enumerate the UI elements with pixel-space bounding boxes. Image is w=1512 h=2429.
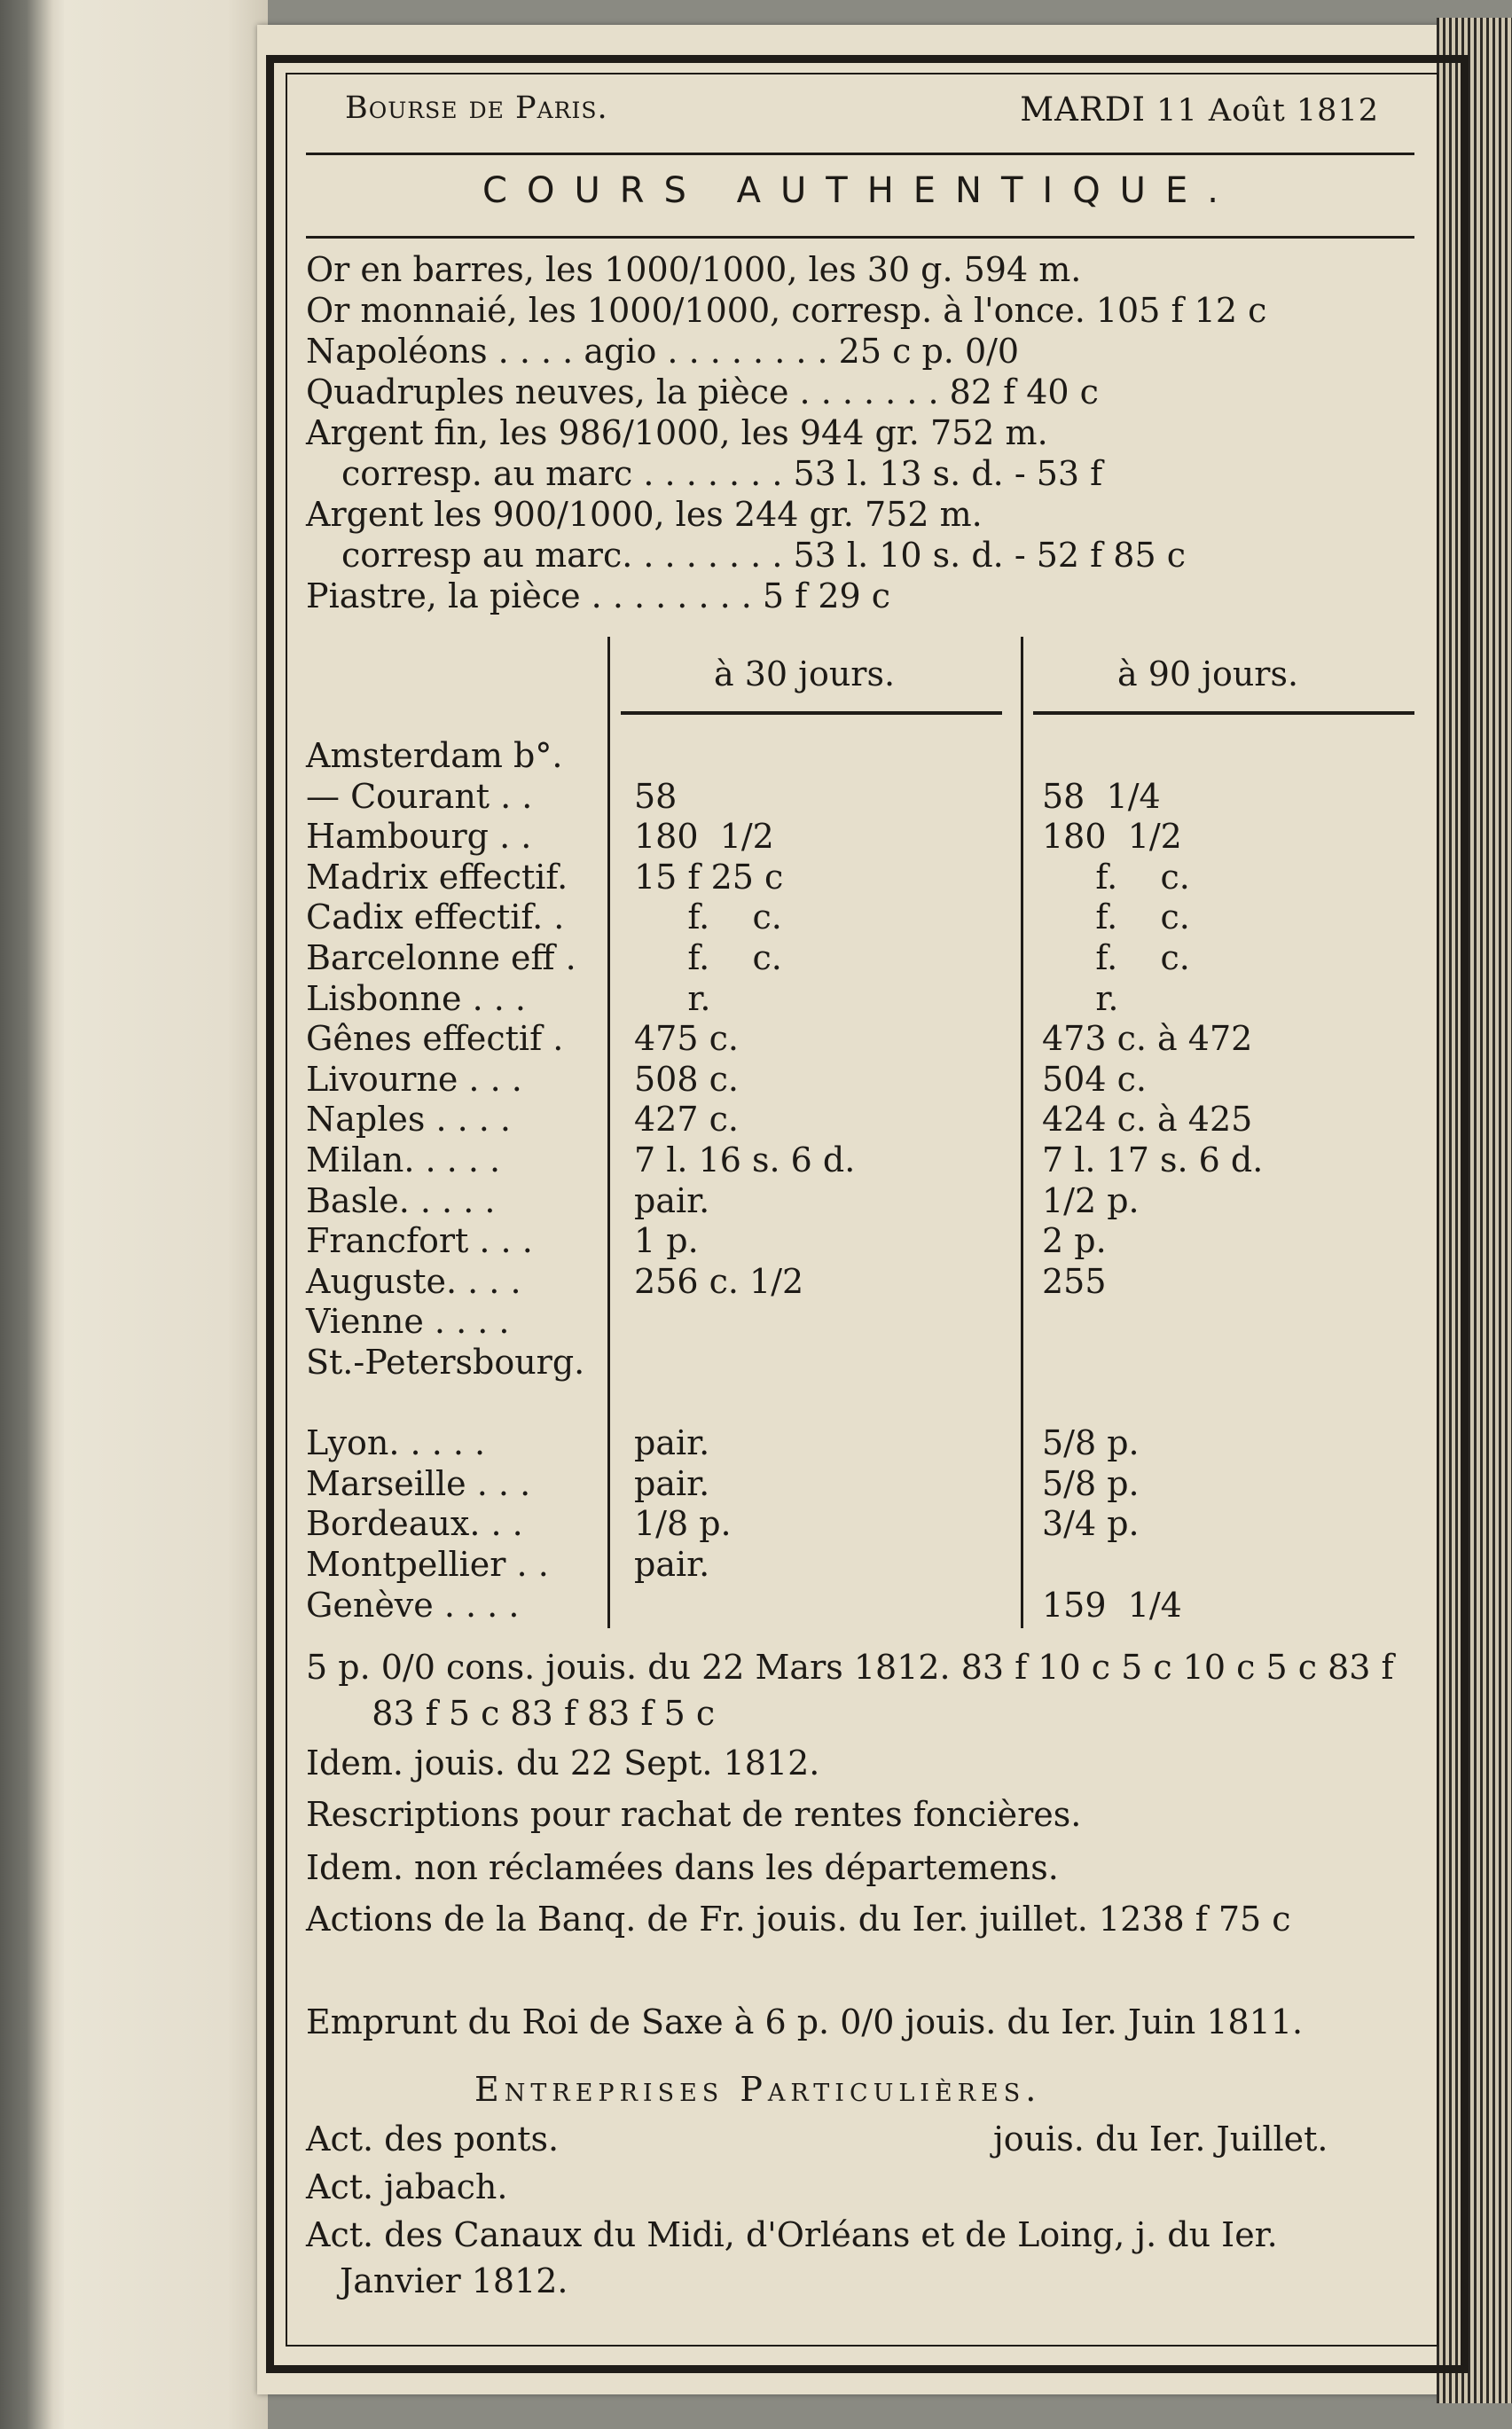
rate-90-days: 3/4 p. xyxy=(1042,1504,1140,1544)
rate-90-days: 473 c. à 472 xyxy=(1042,1019,1253,1059)
rate-90-days: 255 xyxy=(1042,1261,1107,1301)
canals-shares: Act. des Canaux du Midi, d'Orléans et de Loing, j. du Ier. xyxy=(306,2215,1278,2254)
place-name: Madrix effectif. xyxy=(306,857,568,897)
place-name: Genève . . . . xyxy=(306,1585,520,1625)
rate-30-days: r. xyxy=(634,978,711,1018)
rate-30-days: 508 c. xyxy=(634,1059,739,1099)
metal-line: Quadruples neuves, la pièce . . . . . . . 82 f 40 c xyxy=(306,372,1099,411)
book-spine xyxy=(0,0,64,2429)
page-content xyxy=(306,80,1414,2332)
rate-30-days: f. c. xyxy=(634,897,782,937)
place-name: Naples . . . . xyxy=(306,1100,512,1140)
header-30-rule xyxy=(621,711,1002,715)
rate-30-days: f. c. xyxy=(634,938,782,977)
metal-line: Argent les 900/1000, les 244 gr. 752 m. xyxy=(306,495,983,534)
jabach-shares: Act. jabach. xyxy=(306,2167,508,2206)
rate-90-days: 1/2 p. xyxy=(1042,1180,1140,1220)
rate-90-days: 5/8 p. xyxy=(1042,1463,1140,1503)
rate-90-days: 159 1/4 xyxy=(1042,1585,1182,1625)
rate-90-days: 58 1/4 xyxy=(1042,776,1161,816)
place-name: Cadix effectif. . xyxy=(306,897,565,937)
metal-line: Argent fin, les 986/1000, les 944 gr. 752 m. xyxy=(306,413,1048,452)
title-rule xyxy=(306,236,1414,239)
rate-90-days: 504 c. xyxy=(1042,1059,1147,1099)
place-name: Amsterdam b°. xyxy=(306,736,563,775)
enterprises-heading: Entreprises Particulières. xyxy=(474,2070,1042,2109)
metal-line: corresp. au marc . . . . . . . 53 l. 13 s. d. - 53 f xyxy=(341,454,1103,493)
metal-line: Or en barres, les 1000/1000, les 30 g. 594 m. xyxy=(306,250,1082,289)
metal-line: Or monnaié, les 1000/1000, corresp. à l'once. 105 f 12 c xyxy=(306,291,1267,330)
fund-line: Idem. jouis. du 22 Sept. 1812. xyxy=(306,1743,820,1783)
rate-30-days: 7 l. 16 s. 6 d. xyxy=(634,1140,856,1179)
rate-30-days: 15 f 25 c xyxy=(634,857,784,897)
rate-30-days: 58 xyxy=(634,776,678,816)
page-title: COURS AUTHENTIQUE. xyxy=(482,170,1238,211)
rate-30-days: pair. xyxy=(634,1180,710,1220)
date: 11 Août 1812 xyxy=(1156,93,1379,129)
date-line xyxy=(1020,90,1379,129)
fund-line: Actions de la Banq. de Fr. jouis. du Ier. juillet. 1238 f 75 c xyxy=(306,1900,1291,1939)
place-name: Basle. . . . . xyxy=(306,1180,496,1220)
rate-30-days: 1/8 p. xyxy=(634,1504,732,1544)
place-name: Marseille . . . xyxy=(306,1463,531,1503)
place-name: — Courant . . xyxy=(306,776,533,816)
rate-30-days: 475 c. xyxy=(634,1019,739,1059)
place-name: Milan. . . . . xyxy=(306,1140,501,1179)
column-divider-left xyxy=(607,637,610,1628)
place-name: Hambourg . . xyxy=(306,817,532,857)
header-rule xyxy=(306,153,1414,155)
metal-line: Napoléons . . . . agio . . . . . . . . 25 c p. 0/0 xyxy=(306,332,1020,371)
metal-line: corresp au marc. . . . . . . . 53 l. 10 s. d. - 52 f 85 c xyxy=(341,536,1187,575)
exchange-name: Bourse de Paris. xyxy=(345,90,608,126)
place-name: St.-Petersbourg. xyxy=(306,1343,585,1382)
fund-line: Idem. non réclamées dans les départemens. xyxy=(306,1848,1059,1887)
rate-30-days: pair. xyxy=(634,1545,710,1584)
rate-30-days: pair. xyxy=(634,1463,710,1503)
place-name: Lyon. . . . . xyxy=(306,1423,486,1463)
bridges-dividend: jouis. du Ier. Juillet. xyxy=(993,2119,1328,2159)
header-90-days: à 90 jours. xyxy=(1117,654,1299,693)
rate-90-days: f. c. xyxy=(1042,938,1190,977)
rate-30-days: pair. xyxy=(634,1423,710,1463)
rate-90-days: f. c. xyxy=(1042,897,1190,937)
place-name: Francfort . . . xyxy=(306,1221,533,1261)
facing-page xyxy=(64,0,268,2429)
place-name: Auguste. . . . xyxy=(306,1261,521,1301)
rate-90-days: 424 c. à 425 xyxy=(1042,1100,1253,1140)
place-name: Montpellier . . xyxy=(306,1545,549,1584)
header-90-rule xyxy=(1033,711,1414,715)
fund-line: Rescriptions pour rachat de rentes foncières. xyxy=(306,1795,1082,1834)
rate-90-days: 7 l. 17 s. 6 d. xyxy=(1042,1140,1264,1179)
place-name: Lisbonne . . . xyxy=(306,978,527,1018)
column-divider-right xyxy=(1021,637,1023,1628)
rate-90-days: 2 p. xyxy=(1042,1221,1107,1261)
weekday: MARDI xyxy=(1020,90,1147,129)
place-name: Livourne . . . xyxy=(306,1059,522,1099)
place-name: Gênes effectif . xyxy=(306,1019,564,1059)
canals-shares-cont: Janvier 1812. xyxy=(340,2261,568,2300)
rate-30-days: 256 c. 1/2 xyxy=(634,1261,804,1301)
rate-90-days: 5/8 p. xyxy=(1042,1423,1140,1463)
header-30-days: à 30 jours. xyxy=(714,654,896,693)
rate-90-days: r. xyxy=(1042,978,1119,1018)
fund-line: 83 f 5 c 83 f 83 f 5 c xyxy=(340,1694,716,1733)
bridges-shares: Act. des ponts. xyxy=(306,2119,560,2159)
place-name: Barcelonne eff . xyxy=(306,938,576,977)
fund-line: 5 p. 0/0 cons. jouis. du 22 Mars 1812. 83 f 10 c 5 c 10 c 5 c 83 f xyxy=(306,1648,1394,1687)
metal-line: Piastre, la pièce . . . . . . . . 5 f 29 c xyxy=(306,576,891,615)
rate-90-days: f. c. xyxy=(1042,857,1190,897)
place-name: Vienne . . . . xyxy=(306,1302,510,1342)
rate-30-days: 427 c. xyxy=(634,1100,739,1140)
rate-30-days: 180 1/2 xyxy=(634,817,774,857)
rate-90-days: 180 1/2 xyxy=(1042,817,1182,857)
place-name: Bordeaux. . . xyxy=(306,1504,523,1544)
rate-30-days: 1 p. xyxy=(634,1221,699,1261)
fund-line: Emprunt du Roi de Saxe à 6 p. 0/0 jouis. du Ier. Juin 1811. xyxy=(306,2002,1304,2041)
